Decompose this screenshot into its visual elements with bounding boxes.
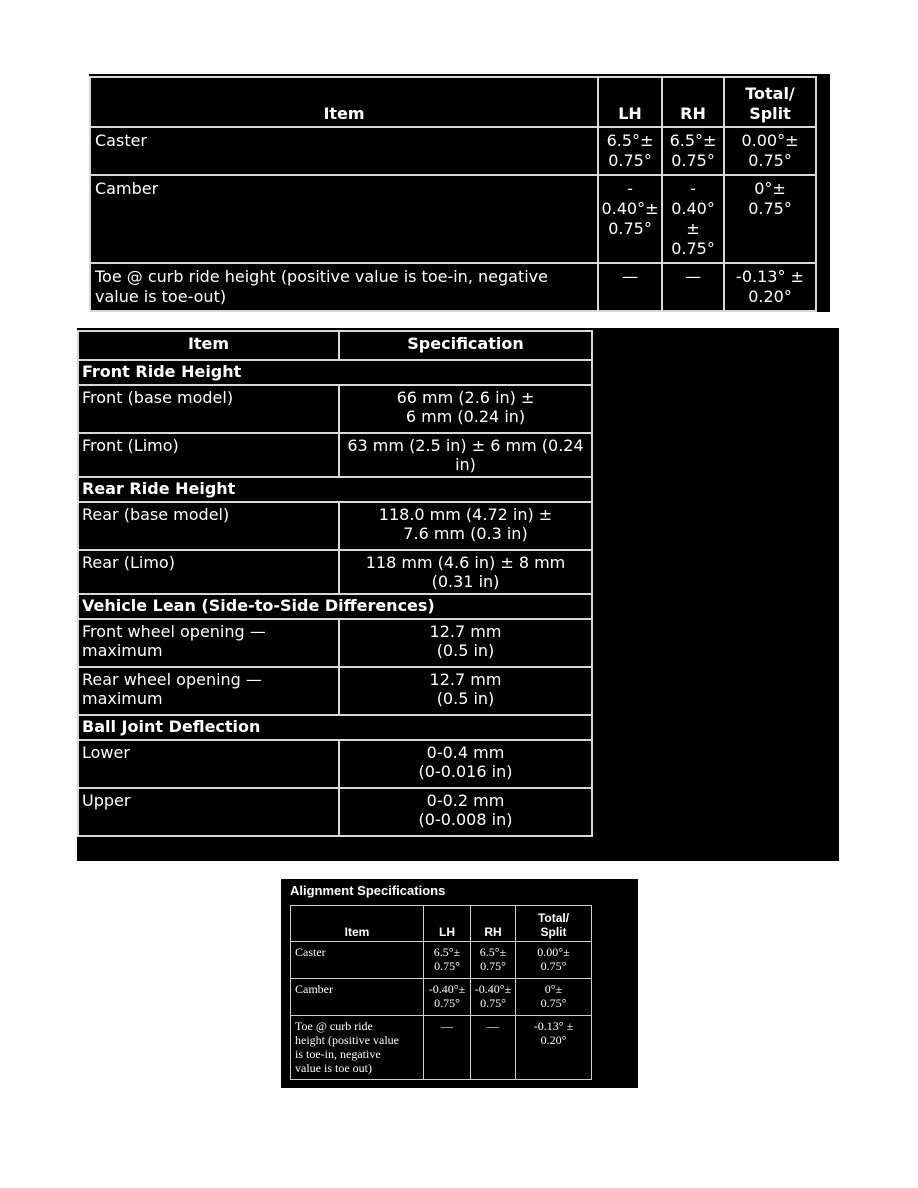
table-row xyxy=(90,175,816,263)
header-rh: RH xyxy=(662,77,724,127)
section-row xyxy=(78,715,592,740)
header-item: Item xyxy=(78,331,339,360)
table-header-row xyxy=(291,906,592,942)
row-spec: 12.7 mm (0.5 in) xyxy=(339,667,592,715)
row-label: Rear (base model) xyxy=(78,502,339,550)
table-row xyxy=(78,502,592,550)
row-label-toe: Toe @ curb ride height (positive value is toe-in, negative value is toe-out) xyxy=(90,263,598,311)
caster-lh: 6.5°± 0.75° xyxy=(424,942,471,979)
toe-lh: — xyxy=(598,263,662,311)
table-row xyxy=(78,667,592,715)
row-label: Rear (Limo) xyxy=(78,550,339,594)
header-lh: LH xyxy=(424,906,471,942)
toe-lh: — xyxy=(424,1016,471,1080)
row-spec: 12.7 mm (0.5 in) xyxy=(339,619,592,667)
section-ball-joint-deflection: Ball Joint Deflection xyxy=(78,715,592,740)
table-row xyxy=(78,433,592,477)
row-spec: 118.0 mm (4.72 in) ± 7.6 mm (0.3 in) xyxy=(339,502,592,550)
table-row xyxy=(78,740,592,788)
row-label: Lower xyxy=(78,740,339,788)
toe-total: -0.13° ± 0.20° xyxy=(516,1016,592,1080)
row-label: Front (base model) xyxy=(78,385,339,433)
toe-rh: — xyxy=(471,1016,516,1080)
ride-height-spec-table xyxy=(77,330,593,837)
caster-rh: 6.5°± 0.75° xyxy=(471,942,516,979)
row-spec: 118 mm (4.6 in) ± 8 mm (0.31 in) xyxy=(339,550,592,594)
camber-rh: -0.40°± 0.75° xyxy=(471,979,516,1016)
row-spec: 0-0.2 mm (0-0.008 in) xyxy=(339,788,592,836)
table-row xyxy=(291,942,592,979)
header-total-split: Total/ Split xyxy=(516,906,592,942)
table-header-row xyxy=(78,331,592,360)
table-row xyxy=(78,550,592,594)
camber-total: 0°± 0.75° xyxy=(516,979,592,1016)
table-row xyxy=(78,619,592,667)
header-item: Item xyxy=(90,77,598,127)
toe-rh: — xyxy=(662,263,724,311)
row-spec: 0-0.4 mm (0-0.016 in) xyxy=(339,740,592,788)
row-spec: 66 mm (2.6 in) ± 6 mm (0.24 in) xyxy=(339,385,592,433)
alignment-spec-panel-small xyxy=(281,879,638,1088)
camber-lh: -0.40°± 0.75° xyxy=(424,979,471,1016)
caster-lh: 6.5°± 0.75° xyxy=(598,127,662,175)
row-label-caster: Caster xyxy=(291,942,424,979)
table-row xyxy=(78,385,592,433)
ride-height-spec-panel xyxy=(77,328,839,861)
table-row xyxy=(90,263,816,311)
alignment-spec-table-small xyxy=(290,905,592,1080)
table-header-row xyxy=(90,77,816,127)
row-label-caster: Caster xyxy=(90,127,598,175)
alignment-spec-table-large xyxy=(89,76,817,312)
table-row xyxy=(90,127,816,175)
camber-total: 0°± 0.75° xyxy=(724,175,816,263)
row-spec: 63 mm (2.5 in) ± 6 mm (0.24 in) xyxy=(339,433,592,477)
row-label: Upper xyxy=(78,788,339,836)
table-row xyxy=(291,1016,592,1080)
row-label-camber: Camber xyxy=(291,979,424,1016)
caster-rh: 6.5°± 0.75° xyxy=(662,127,724,175)
section-row xyxy=(78,477,592,502)
camber-lh: - 0.40°± 0.75° xyxy=(598,175,662,263)
header-item: Item xyxy=(291,906,424,942)
table-row xyxy=(291,979,592,1016)
table-row xyxy=(78,788,592,836)
header-specification: Specification xyxy=(339,331,592,360)
section-vehicle-lean: Vehicle Lean (Side-to-Side Differences) xyxy=(78,594,592,619)
row-label-toe: Toe @ curb ride height (positive value is toe-in, negative value is toe out) xyxy=(291,1016,424,1080)
camber-rh: - 0.40°± 0.75° xyxy=(662,175,724,263)
section-row xyxy=(78,360,592,385)
row-label: Front wheel opening — maximum xyxy=(78,619,339,667)
section-front-ride-height: Front Ride Height xyxy=(78,360,592,385)
toe-total: -0.13° ± 0.20° xyxy=(724,263,816,311)
header-total-split: Total/ Split xyxy=(724,77,816,127)
caster-total: 0.00°± 0.75° xyxy=(724,127,816,175)
header-rh: RH xyxy=(471,906,516,942)
table-title: Alignment Specifications xyxy=(290,883,446,898)
caster-total: 0.00°± 0.75° xyxy=(516,942,592,979)
section-rear-ride-height: Rear Ride Height xyxy=(78,477,592,502)
row-label: Front (Limo) xyxy=(78,433,339,477)
header-lh: LH xyxy=(598,77,662,127)
section-row xyxy=(78,594,592,619)
row-label-camber: Camber xyxy=(90,175,598,263)
row-label: Rear wheel opening — maximum xyxy=(78,667,339,715)
alignment-spec-panel-large xyxy=(89,74,830,312)
